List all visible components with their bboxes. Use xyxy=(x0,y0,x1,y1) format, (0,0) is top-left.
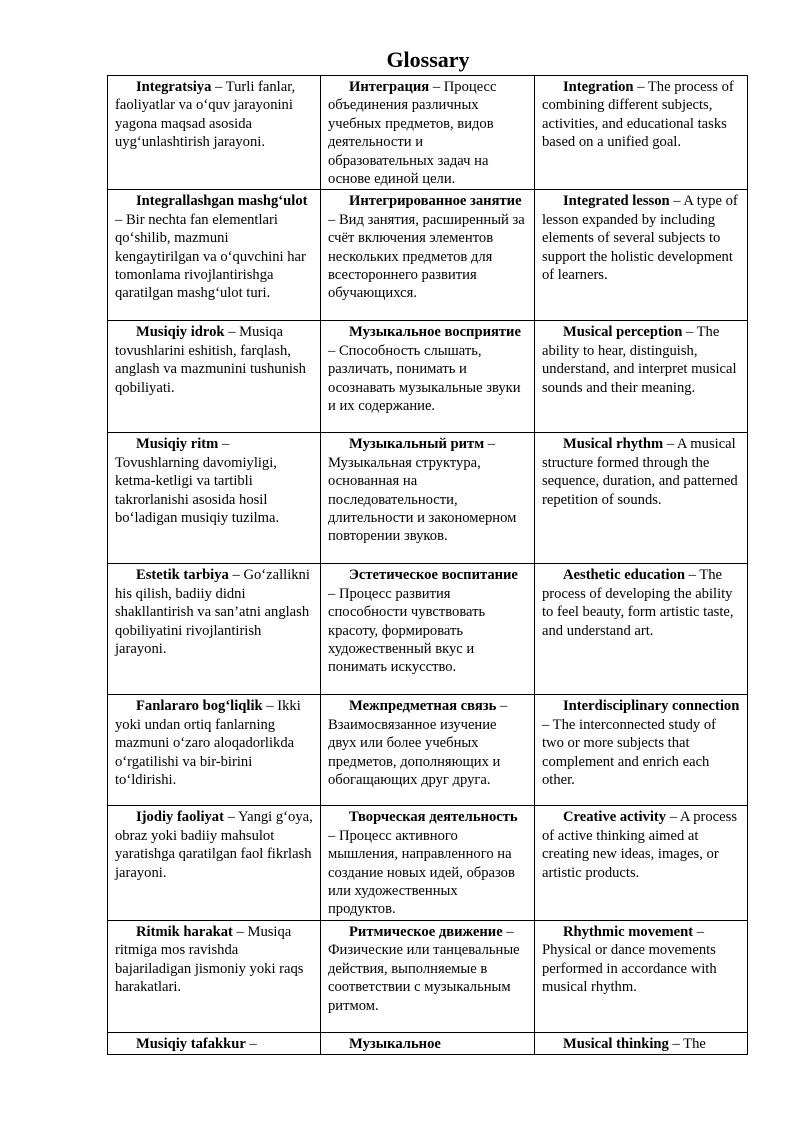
glossary-entry xyxy=(328,435,528,545)
glossary-definition: – Музыкальная структура, основанная на последовательности, длительности и закономерном повторении звуков. xyxy=(328,436,517,545)
glossary-definition: – Физические или танцевальные действия, выполняемые в соответствии с музыкальным ритмом. xyxy=(328,923,520,1014)
glossary-entry xyxy=(115,323,314,397)
glossary-cell-uzbek xyxy=(108,321,321,433)
glossary-cell-english xyxy=(535,695,748,806)
glossary-definition: – Процесс активного мышления, направленного на создание новых идей, образов или художественных продуктов. xyxy=(328,827,515,918)
glossary-entry xyxy=(328,78,528,188)
glossary-term: Musiqiy tafakkur xyxy=(136,1035,246,1052)
glossary-entry xyxy=(115,566,314,658)
glossary-entry xyxy=(328,192,528,302)
glossary-definition: – Процесс развития способности чувствовать красоту, формировать художественный вкус и понимать искусство. xyxy=(328,585,486,676)
glossary-cell-english xyxy=(535,1032,748,1054)
glossary-definition: – The xyxy=(668,1035,706,1052)
glossary-row xyxy=(108,190,748,321)
glossary-definition: – Turli fanlar, faoliyatlar va o‘quv jarayonini yagona maqsad asosida uyg‘unlashtirish jarayoni. xyxy=(115,79,296,151)
glossary-term: Integrated lesson xyxy=(563,193,670,210)
glossary-entry xyxy=(328,697,528,789)
glossary-entry xyxy=(115,697,314,789)
glossary-entry xyxy=(542,808,741,882)
glossary-cell-english xyxy=(535,76,748,190)
glossary-definition: – Ikki yoki undan ortiq fanlarning mazmuni o‘zaro aloqadorlikda o‘rgatilishi va bir-birini to‘ldirishi. xyxy=(115,698,301,789)
glossary-term: Музыкальное xyxy=(349,1035,441,1052)
glossary-cell-uzbek xyxy=(108,806,321,920)
glossary-definition: – The interconnected study of two or more subjects that complement and enrich each other. xyxy=(542,716,716,789)
glossary-definition: – Способность слышать, различать, понимать и осознавать музыкальные звуки и их содержание. xyxy=(328,342,521,415)
glossary-entry xyxy=(542,78,741,152)
glossary-row xyxy=(108,695,748,806)
glossary-definition: – Musiqa tovushlarini eshitish, farqlash, anglash va mazmunini tushunish qobiliyati. xyxy=(115,324,306,396)
glossary-term: Музыкальное восприятие xyxy=(349,324,521,341)
glossary-row xyxy=(108,806,748,920)
glossary-entry xyxy=(328,808,528,918)
glossary-term: Эстетическое воспитание xyxy=(349,567,518,584)
glossary-definition: – Physical or dance movements performed in accordance with musical rhythm. xyxy=(542,923,717,996)
glossary-entry xyxy=(328,1035,528,1053)
glossary-definition: – Go‘zallikni his qilish, badiiy didni shakllantirish va san’atni anglash qobiliyatini rivojlantirish jarayoni. xyxy=(115,567,310,658)
glossary-cell-english xyxy=(535,564,748,695)
glossary-term: Интегрированное занятие xyxy=(349,193,522,210)
glossary-definition: – A type of lesson expanded by including elements of several subjects to support the holistic development of learners. xyxy=(542,193,738,284)
glossary-term: Musical perception xyxy=(563,324,683,341)
glossary-entry xyxy=(542,697,741,789)
glossary-term: Creative activity xyxy=(563,809,667,826)
glossary-cell-uzbek xyxy=(108,920,321,1032)
glossary-entry xyxy=(542,923,741,997)
glossary-cell-russian xyxy=(321,321,535,433)
glossary-definition: – The process of developing the ability to feel beauty, form artistic taste, and understand art. xyxy=(542,567,734,639)
glossary-entry xyxy=(115,1035,314,1053)
glossary-entry xyxy=(542,435,741,509)
glossary-entry xyxy=(328,923,528,1015)
glossary-cell-uzbek xyxy=(108,1032,321,1054)
glossary-term: Интеграция xyxy=(349,79,430,95)
glossary-entry xyxy=(542,192,741,284)
glossary-cell-russian xyxy=(321,1032,535,1054)
glossary-row xyxy=(108,1032,748,1054)
glossary-entry xyxy=(542,1035,741,1053)
page-title: Glossary xyxy=(386,47,470,72)
glossary-definition: – Процесс объединения различных учебных предметов, видов деятельности и образовательных задач на основе единой цели. xyxy=(328,79,497,188)
glossary-definition: – The ability to hear, distinguish, understand, and interpret musical sounds and their meaning. xyxy=(542,324,737,396)
glossary-cell-english xyxy=(535,433,748,564)
glossary-term: Musiqiy idrok xyxy=(136,324,225,341)
glossary-cell-russian xyxy=(321,564,535,695)
glossary-cell-russian xyxy=(321,76,535,190)
glossary-definition: – Вид занятия, расширенный за счёт включения элементов нескольких предметов для всестороннего развития обучающихся. xyxy=(328,211,525,302)
glossary-cell-uzbek xyxy=(108,433,321,564)
glossary-body xyxy=(108,76,748,1055)
glossary-term: Ritmik harakat xyxy=(136,923,233,940)
glossary-entry xyxy=(328,323,528,415)
glossary-term: Integration xyxy=(563,79,634,95)
glossary-definition: – xyxy=(245,1035,257,1052)
glossary-definition: – A process of active thinking aimed at creating new ideas, images, or artistic products. xyxy=(542,809,737,881)
glossary-term: Ijodiy faoliyat xyxy=(136,809,224,826)
glossary-entry xyxy=(328,566,528,676)
glossary-term: Ритмическое движение xyxy=(349,923,503,940)
glossary-entry xyxy=(115,78,314,152)
glossary-cell-uzbek xyxy=(108,695,321,806)
glossary-definition: – Yangi g‘oya, obraz yoki badiiy mahsulot yaratishga qaratilgan faol fikrlash jarayoni. xyxy=(115,809,313,881)
glossary-cell-english xyxy=(535,321,748,433)
glossary-definition: – The process of combining different subjects, activities, and educational tasks based on a unified goal. xyxy=(542,79,734,151)
glossary-term: Musiqiy ritm xyxy=(136,436,219,453)
glossary-term: Integrallashgan mashg‘ulot xyxy=(136,193,308,210)
glossary-row xyxy=(108,321,748,433)
glossary-term: Aesthetic education xyxy=(563,567,686,584)
glossary-row xyxy=(108,564,748,695)
glossary-table xyxy=(107,75,748,1055)
glossary-term: Musical rhythm xyxy=(563,436,664,453)
glossary-term: Творческая деятельность xyxy=(349,809,518,826)
glossary-cell-english xyxy=(535,190,748,321)
glossary-cell-uzbek xyxy=(108,190,321,321)
glossary-definition: – A musical structure formed through the sequence, duration, and patterned repetition of sounds. xyxy=(542,436,738,508)
glossary-definition: – Musiqa ritmiga mos ravishda bajariladigan jismoniy yoki raqs harakatlari. xyxy=(115,923,304,996)
glossary-definition: – Взаимосвязанное изучение двух или более учебных предметов, дополняющих и обогащающих друг друга. xyxy=(328,698,508,789)
glossary-term: Rhythmic movement xyxy=(563,923,694,940)
glossary-row xyxy=(108,920,748,1032)
glossary-entry xyxy=(542,323,741,397)
glossary-cell-russian xyxy=(321,695,535,806)
glossary-cell-russian xyxy=(321,806,535,920)
glossary-cell-russian xyxy=(321,920,535,1032)
glossary-entry xyxy=(115,435,314,527)
glossary-entry xyxy=(542,566,741,640)
glossary-cell-russian xyxy=(321,433,535,564)
glossary-row xyxy=(108,76,748,190)
glossary-cell-english xyxy=(535,920,748,1032)
glossary-cell-uzbek xyxy=(108,76,321,190)
glossary-cell-english xyxy=(535,806,748,920)
glossary-term: Fanlararo bog‘liqlik xyxy=(136,698,263,715)
glossary-entry xyxy=(115,192,314,302)
glossary-row xyxy=(108,433,748,564)
glossary-entry xyxy=(115,923,314,997)
glossary-definition: – Tovushlarning davomiyligi, ketma-ketligi va tartibli takrorlanishi asosida hosil bo‘ladigan musiqiy tuzilma. xyxy=(115,436,280,527)
glossary-entry xyxy=(115,808,314,882)
glossary-term: Musical thinking xyxy=(563,1035,669,1052)
glossary-term: Музыкальный ритм xyxy=(349,436,485,453)
glossary-term: Interdisciplinary connection xyxy=(563,698,740,715)
glossary-term: Estetik tarbiya xyxy=(136,567,229,584)
glossary-cell-uzbek xyxy=(108,564,321,695)
glossary-cell-russian xyxy=(321,190,535,321)
glossary-term: Межпредметная связь xyxy=(349,698,497,715)
glossary-definition: – Bir nechta fan elementlari qo‘shilib, mazmuni kengaytirilgan va o‘quvchini har tomonlama rivojlantirishga qaratilgan mashg‘ulot turi. xyxy=(115,211,306,302)
glossary-term: Integratsiya xyxy=(136,79,212,95)
